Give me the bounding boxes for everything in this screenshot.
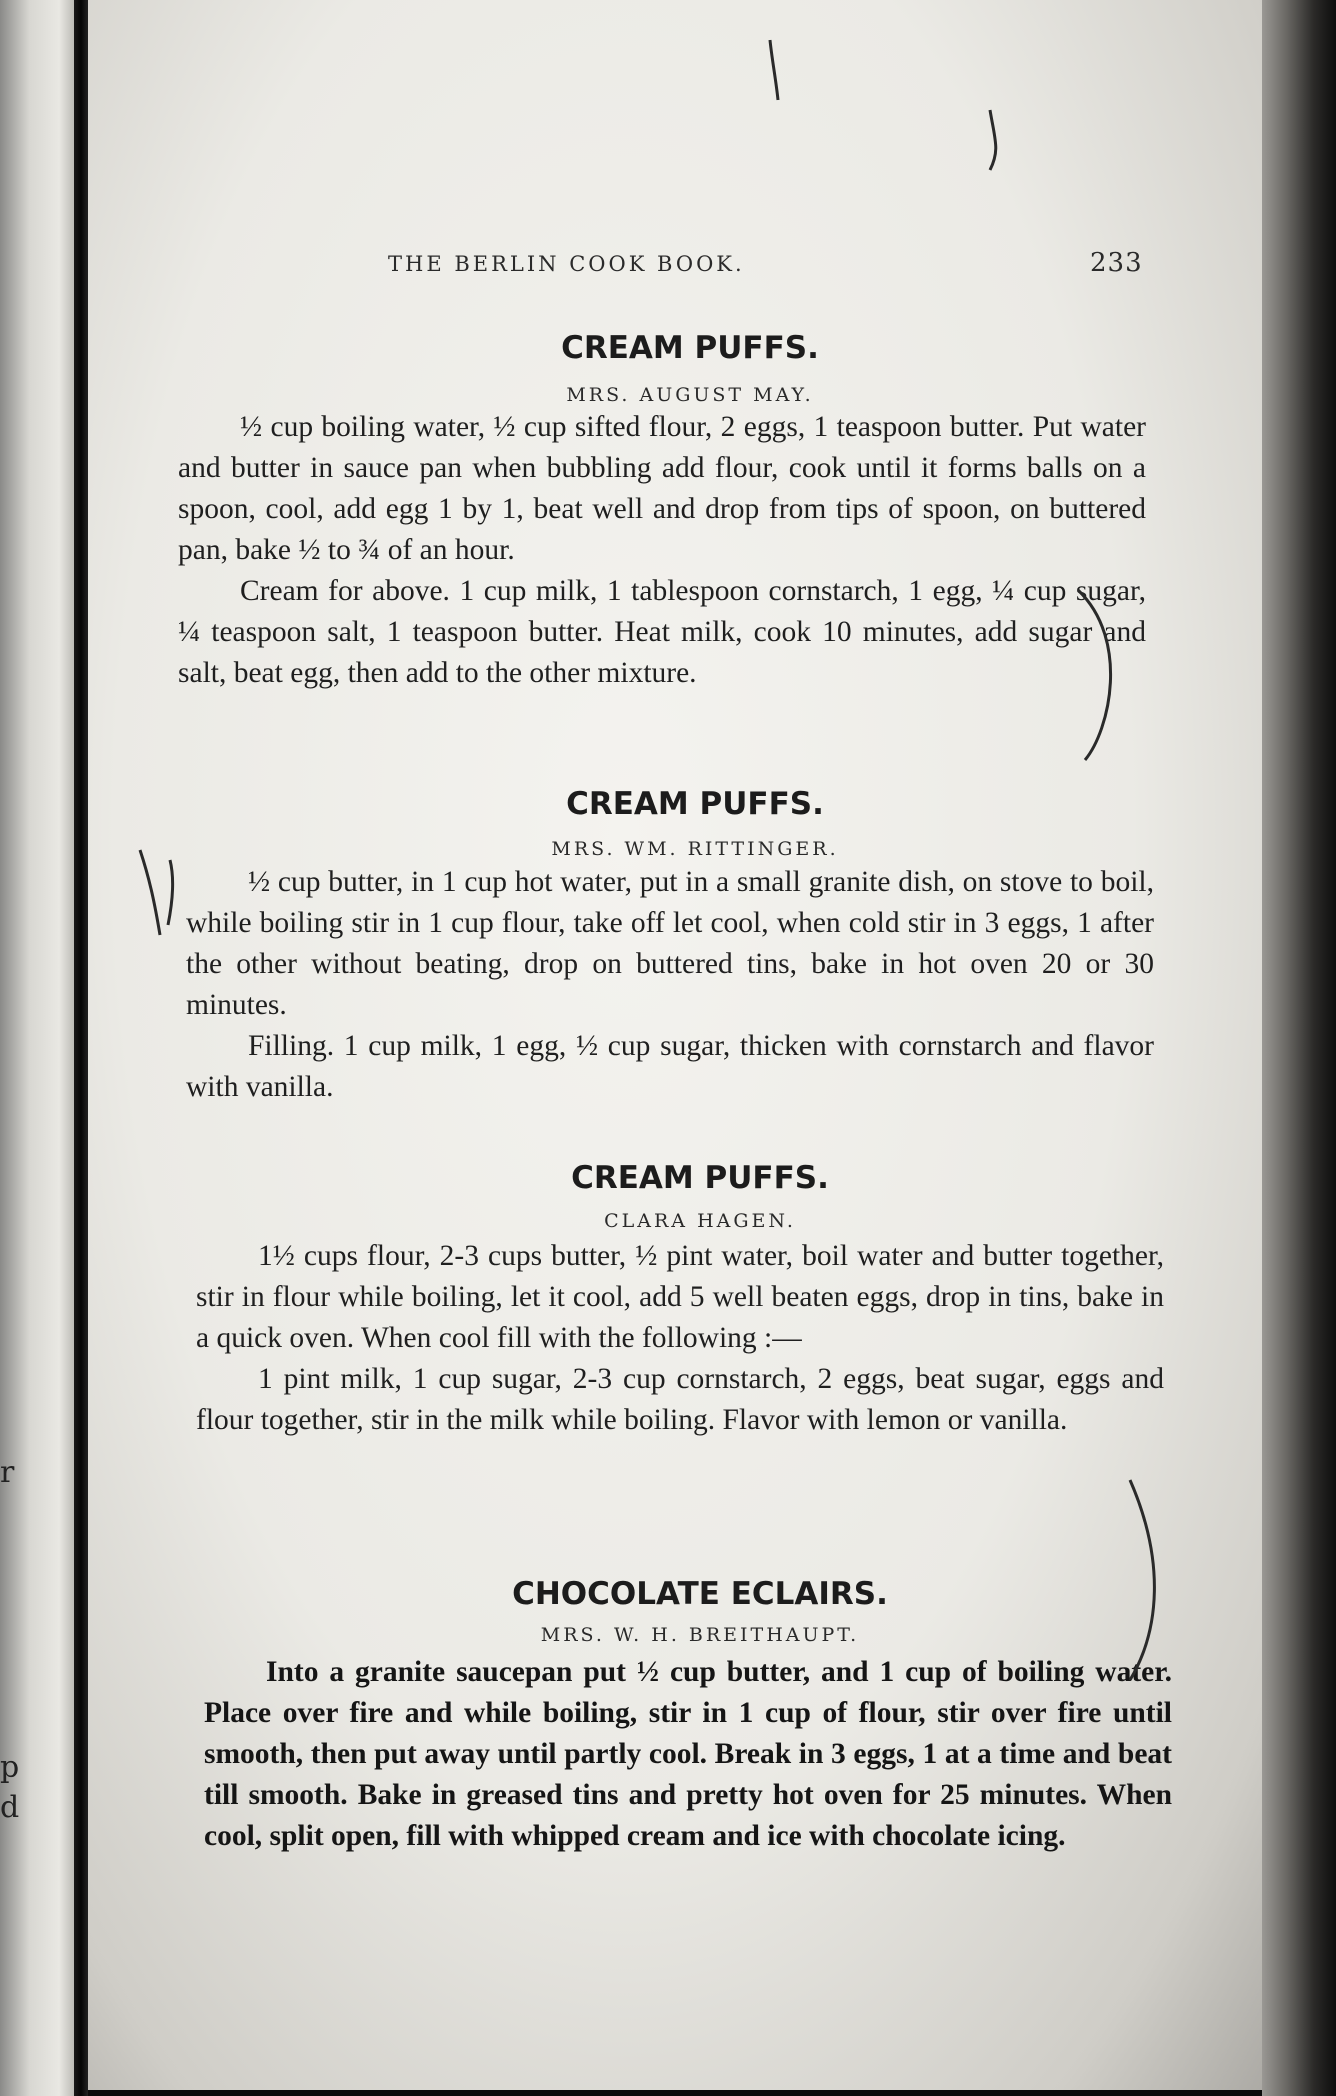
recipe-byline: MRS. AUGUST MAY. — [566, 384, 814, 406]
recipe-body — [186, 862, 1154, 1108]
recipe-title: CHOCOLATE ECLAIRS. — [512, 1576, 888, 1612]
recipe-paragraph: ½ cup boiling water, ½ cup sifted flour, 2 eggs, 1 teaspoon butter. Put water and butter in sauce pan when bubbling add flour, cook until it forms balls on a spoon, cool, add egg 1 by 1, beat well and drop from tips of spoon, on buttered pan, bake ½ to ¾ of an hour. — [178, 411, 1146, 566]
recipe-title: CREAM PUFFS. — [566, 786, 824, 822]
recipe-title: CREAM PUFFS. — [561, 330, 819, 366]
recipe-paragraph: Filling. 1 cup milk, 1 egg, ½ cup sugar, thicken with cornstarch and flavor with vanilla. — [186, 1030, 1154, 1103]
book-gutter — [74, 0, 88, 2096]
page-edge-shadow — [1262, 0, 1336, 2096]
running-head — [388, 248, 1143, 278]
recipe-paragraph: ½ cup butter, in 1 cup hot water, put in a small granite dish, on stove to boil, while boiling stir in 1 cup flour, take off let cool, when cold stir in 3 eggs, 1 after the other without beating, drop on buttered tins, bake in hot oven 20 or 30 minutes. — [186, 866, 1154, 1021]
recipe-body — [178, 407, 1146, 694]
facing-page-fragment: d — [0, 1790, 20, 1825]
recipe-byline: MRS. W. H. BREITHAUPT. — [540, 1624, 860, 1646]
page-number: 233 — [1090, 248, 1143, 278]
recipe-paragraph: 1½ cups flour, 2-3 cups butter, ½ pint water, boil water and butter together, stir in flour while boiling, let it cool, add 5 well beaten eggs, drop in tins, bake in a quick oven. When cool fill with the following :— — [196, 1240, 1164, 1354]
recipe-byline: CLARA HAGEN. — [604, 1210, 796, 1232]
running-head-title: THE BERLIN COOK BOOK. — [388, 252, 745, 276]
recipe-title: CREAM PUFFS. — [571, 1160, 829, 1196]
recipe-paragraph: Into a granite saucepan put ½ cup butter, and 1 cup of boiling water. Place over fire and while boiling, stir in 1 cup of flour, stir over fire until smooth, then put away until partly cool. Break in 3 eggs, 1 at a time and beat till smooth. Bake in greased tins and pretty hot oven for 25 minutes. When cool, split open, fill with whipped cream and ice with chocolate icing. — [204, 1656, 1172, 1852]
recipe-body — [196, 1236, 1164, 1441]
facing-page-fragment: r — [0, 1455, 15, 1490]
recipe-paragraph: 1 pint milk, 1 cup sugar, 2-3 cup cornstarch, 2 eggs, beat sugar, eggs and flour together, stir in the milk while boiling. Flavor with lemon or vanilla. — [196, 1363, 1164, 1436]
recipe-body — [204, 1652, 1172, 1857]
recipe-byline: MRS. WM. RITTINGER. — [551, 838, 839, 860]
facing-page-edge — [0, 0, 74, 2096]
recipe-paragraph: Cream for above. 1 cup milk, 1 tablespoon cornstarch, 1 egg, ¼ cup sugar, ¼ teaspoon salt, 1 teaspoon butter. Heat milk, cook 10 minutes, add sugar and salt, beat egg, then add to the other mixture. — [178, 575, 1146, 689]
facing-page-fragment: p — [0, 1750, 20, 1785]
